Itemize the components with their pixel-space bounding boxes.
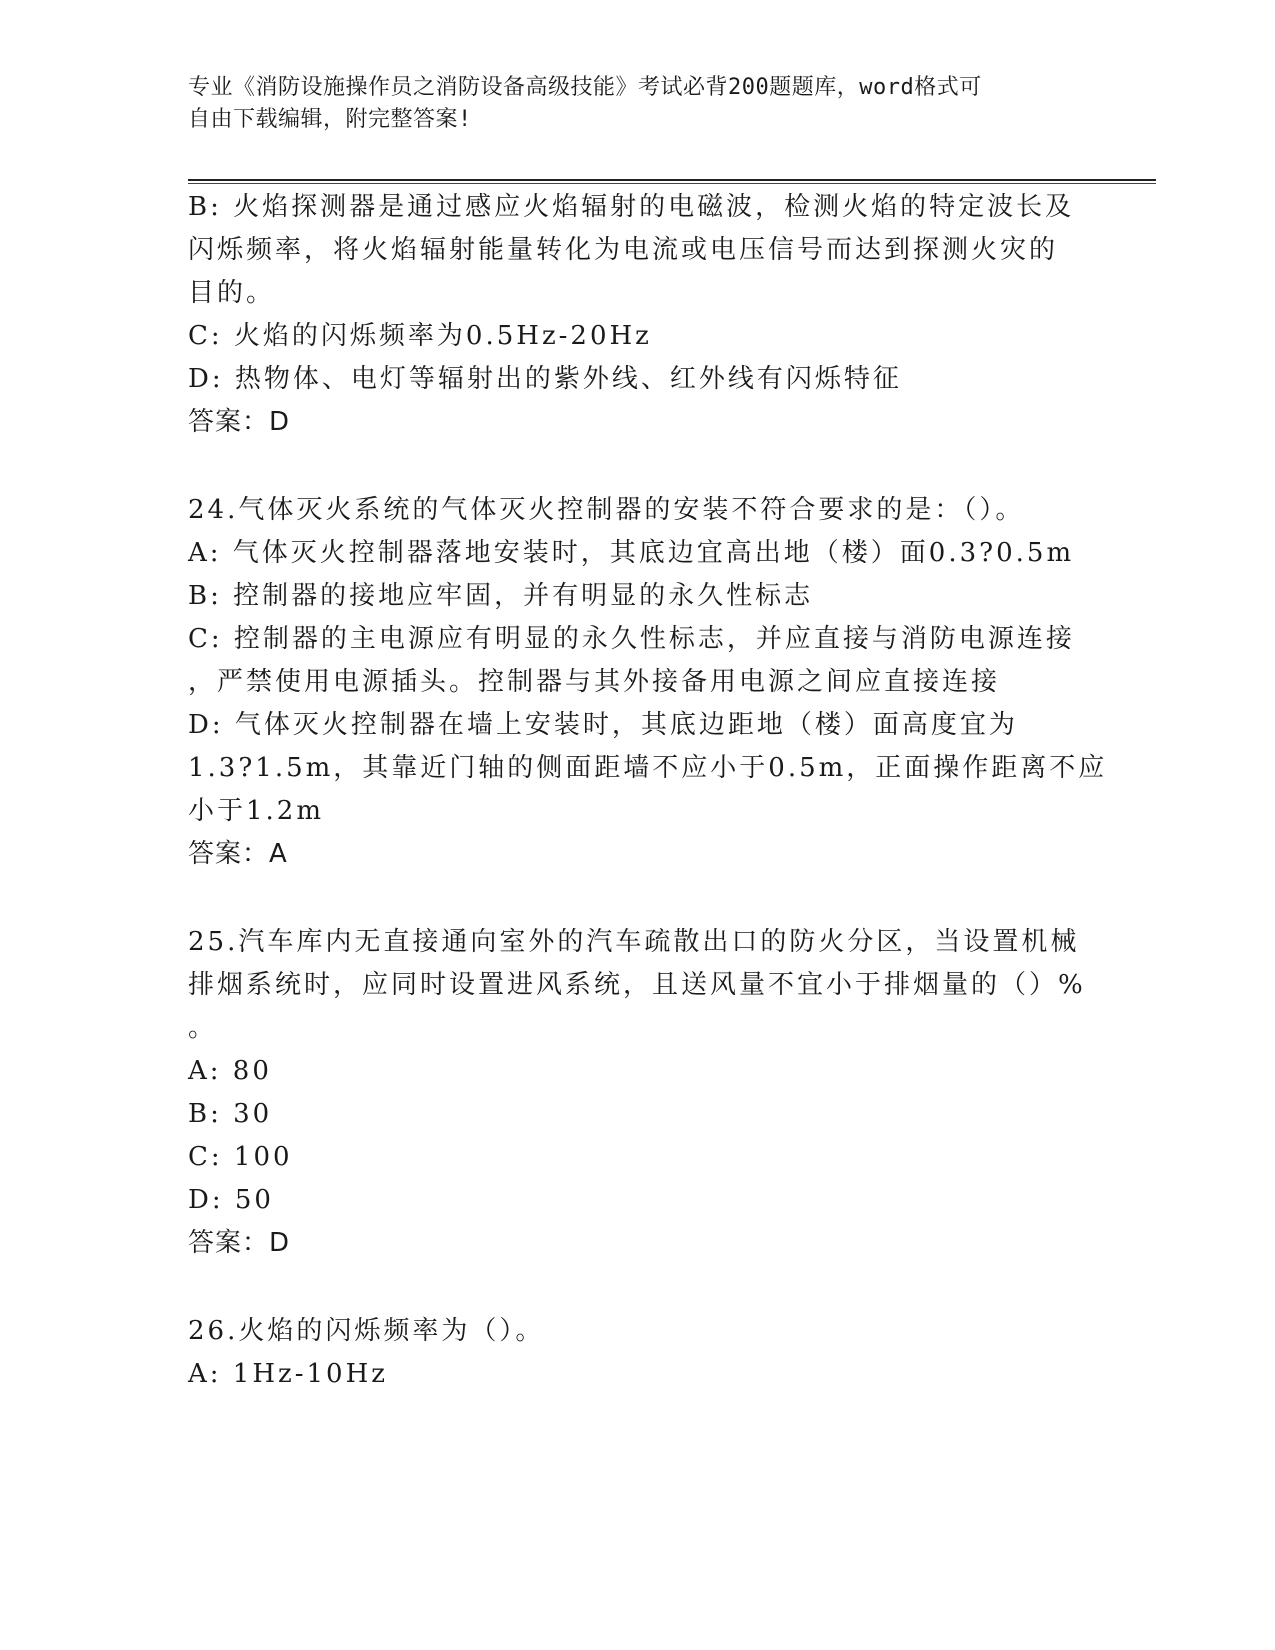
q25-answer: 答案：D [188,1228,291,1258]
q25-option-d: D: 50 [188,1185,274,1215]
q25-stem-line-2: 排烟系统时，应同时设置进风系统，且送风量不宜小于排烟量的（）% [188,970,1086,1000]
document-header [188,72,1068,136]
q23-option-b-line-2: 闪烁频率，将火焰辐射能量转化为电流或电压信号而达到探测火灾的 [188,235,1059,265]
q24-option-d-line-2: 1.3?1.5m，其靠近门轴的侧面距墙不应小于0.5m，正面操作距离不应 [188,753,1108,783]
header-divider-thin [188,183,1156,184]
q24-stem: 24.气体灭火系统的气体灭火控制器的安装不符合要求的是：（）。 [188,495,1025,525]
q24-option-c-line-1: C: 控制器的主电源应有明显的永久性标志，并应直接与消防电源连接 [188,624,1075,654]
q23-option-d: D: 热物体、电灯等辐射出的紫外线、红外线有闪烁特征 [188,364,902,394]
q25-option-a: A: 80 [188,1056,272,1086]
header-line-1: 专业《消防设施操作员之消防设备高级技能》考试必背200题题库，word格式可 [188,75,982,100]
q23-option-c: C: 火焰的闪烁频率为0.5Hz-20Hz [188,321,652,351]
q25-option-b: B: 30 [188,1099,273,1129]
header-divider-thick [188,179,1156,181]
q25-option-c: C: 100 [188,1142,293,1172]
q24-option-b: B: 控制器的接地应牢固，并有明显的永久性标志 [188,581,814,611]
q23-option-b-line-1: B: 火焰探测器是通过感应火焰辐射的电磁波，检测火焰的特定波长及 [188,192,1075,222]
q23-option-b-line-3: 目的。 [188,278,276,308]
q24-option-d-line-1: D: 气体灭火控制器在墙上安装时，其底边距地（楼）面高度宜为 [188,710,1018,740]
q24-option-c-line-2: ，严禁使用电源插头。控制器与其外接备用电源之间应直接连接 [188,667,1001,697]
q24-option-d-line-3: 小于1.2m [188,796,325,826]
q26-option-a: A: 1Hz-10Hz [188,1359,388,1389]
q26-stem: 26.火焰的闪烁频率为（）。 [188,1316,545,1346]
q25-stem-line-3: 。 [188,1013,218,1043]
header-line-2: 自由下载编辑，附完整答案! [188,107,472,132]
q23-answer: 答案：D [188,407,291,437]
q24-answer: 答案：A [188,839,288,869]
q25-stem-line-1: 25.汽车库内无直接通向室外的汽车疏散出口的防火分区，当设置机械 [188,927,1080,957]
q24-option-a: A: 气体灭火控制器落地安装时，其底边宜高出地（楼）面0.3?0.5m [188,538,1075,568]
